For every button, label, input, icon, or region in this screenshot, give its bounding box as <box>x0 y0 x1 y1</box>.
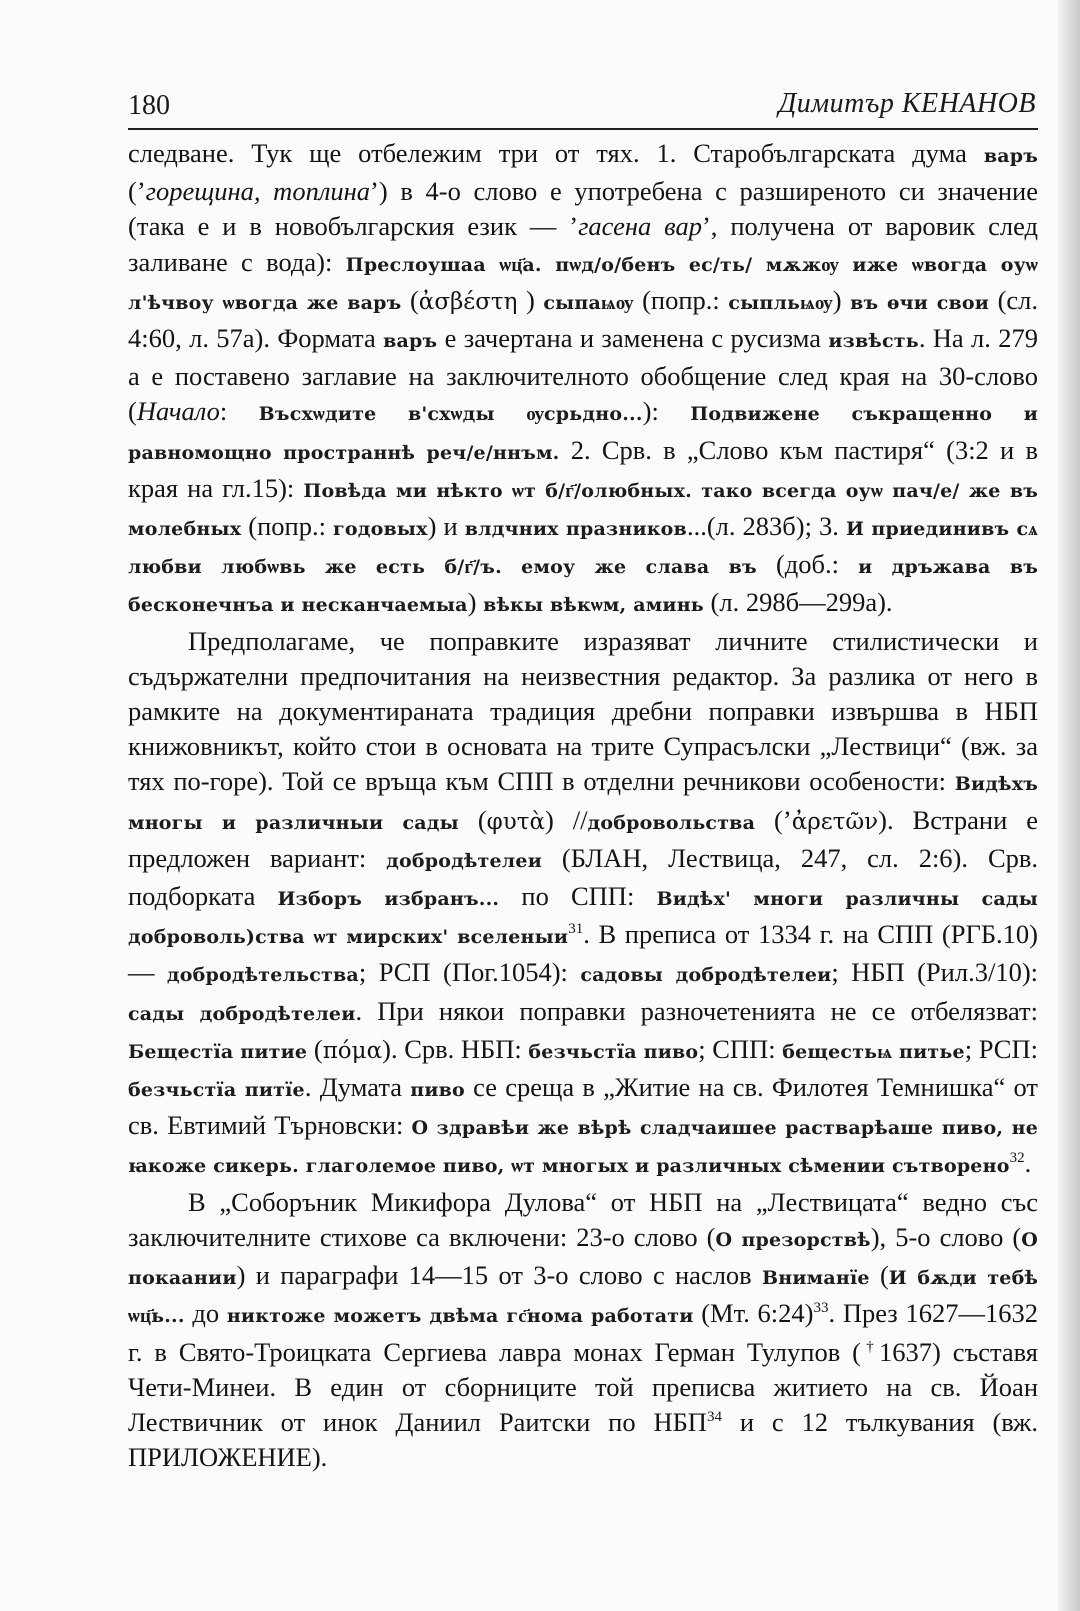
header-rule <box>128 128 1038 130</box>
text-run: ) и <box>427 511 465 542</box>
church-slavonic-quote: безчьстїа пиво <box>528 1040 699 1063</box>
italic-text: Начало <box>136 396 220 427</box>
church-slavonic-quote: садовы добродѣтелеи <box>580 964 832 987</box>
text-run: Предполагаме, че поправките изразяват личните стилистически и съдържателни предпочитания на неизвестния редактор. За разлика от него в рамките на документираната традиция дребни поправки извършва в НБП книжовникът, който стои в основата на трите Супрасълски „Лествици“ (вж. за тях по-горе). Той се връща към СПП в отделни речникови особености: <box>128 625 1038 797</box>
church-slavonic-quote: добровольства <box>587 811 756 834</box>
text-run: ’) в 4-о слово е употребена с разширеното си значение (така е и в новобългарския език — ’ <box>128 176 1038 242</box>
text-run: по СПП: <box>499 881 657 912</box>
footnote-ref: 33 <box>813 1300 829 1317</box>
text-run: ), 5-о слово ( <box>870 1221 1022 1252</box>
church-slavonic-quote: Преслоушаа ѡц҃а. пѡд/о/бенъ ес/ть/ мѫжѹ иже ѡвогда оуѡ л'ѣчвоу ѡвогда же варъ <box>128 253 1038 314</box>
church-slavonic-quote: влдчних празников <box>464 518 687 541</box>
text-run: ( <box>401 284 419 315</box>
paragraph-2 <box>128 624 1038 1185</box>
text-run: ( <box>869 1260 889 1291</box>
church-slavonic-quote: вѣкы вѣкѡм, аминь <box>483 594 704 617</box>
text-run: ( <box>307 1033 323 1064</box>
italic-text: гасена вар <box>578 211 702 242</box>
church-slavonic-quote: пиво <box>410 1079 465 1102</box>
text-run: . Думата <box>304 1072 411 1103</box>
church-slavonic-quote: бещестьѩ питье <box>782 1040 965 1063</box>
text-run: ; РСП (Пог.1054): <box>358 957 581 988</box>
church-slavonic-quote: Бещестїа питие <box>128 1040 308 1063</box>
church-slavonic-quote: Въсхѡдите в'схѡды ѹсрьдно... <box>258 403 643 426</box>
text-run: (сл. 4:60, л. 57а). Формата <box>128 284 1039 354</box>
text-run: : <box>219 396 259 427</box>
greek-word: ἀρετῶν <box>791 808 879 835</box>
greek-word: φυτὰ <box>486 808 545 835</box>
text-run: (попр.: <box>633 284 729 315</box>
text-run: и с 12 тълкувания (вж. ПРИЛОЖЕНИЕ). <box>128 1406 1038 1473</box>
text-run: ; НБП (Рил.3/10): <box>831 957 1038 988</box>
text-run: 2. Срв. в „Слово към пастиря“ (3:2 и в края на гл.15): <box>128 434 1038 503</box>
church-slavonic-quote: варъ <box>983 145 1038 167</box>
text-run: ; РСП: <box>964 1033 1038 1064</box>
text-run: . В преписа от 1334 г. на СПП (РГБ.10) — <box>128 919 1038 988</box>
church-slavonic-quote: О покаании <box>128 1228 1039 1290</box>
running-head-author: Димитър КЕНАНОВ <box>778 88 1036 119</box>
text-run: ). Срв. НБП: <box>382 1033 529 1064</box>
text-run: (л. 298б—299а). <box>703 587 893 618</box>
church-slavonic-quote: никтоже можетъ двѣма гс҃нома работати <box>226 1305 694 1328</box>
greek-word: πόμα <box>322 1037 383 1064</box>
text-run: (попр.: <box>241 511 334 542</box>
text-run: ) <box>467 587 484 618</box>
text-run: 1637) съставя Чети-Минеи. В един от сборниците той преписва житието на св. Йоан Лествичник от инок Даниил Раитски по НБП <box>128 1336 1038 1437</box>
text-run: (БЛАН, Лествица, 247, сл. 2:6). Срв. подборката <box>128 842 1039 912</box>
church-slavonic-quote: сады добродѣтелеи <box>128 1002 356 1025</box>
text-run: ). Встрани е предложен вариант: <box>128 804 1038 873</box>
church-slavonic-quote: Вниманїе <box>761 1267 870 1290</box>
paragraph-1 <box>128 136 1038 624</box>
church-slavonic-quote: сыпльѩѹ <box>728 291 833 314</box>
text-run: до <box>184 1298 227 1329</box>
text-run: . На л. 279 а е поставено заглавие на заключителното обобщение след края на 30-слово ( <box>128 323 1038 427</box>
church-slavonic-quote: О презорствѣ <box>715 1228 871 1251</box>
church-slavonic-quote: и дръжава въ бесконечнъа и несканчаемыа <box>128 556 1039 617</box>
church-slavonic-quote: Видѣх' многи различны сады доброволь)ства ѡт мирских' вселеныи <box>128 888 1038 949</box>
text-run: ) // <box>544 804 588 835</box>
church-slavonic-quote: извѣсть <box>828 330 919 353</box>
church-slavonic-quote: Повѣда ми нѣкто ѡт б/г҃/олюбных. тако всегда оуѡ пач/е/ же въ молебных <box>128 479 1038 541</box>
footnote-ref: 34 <box>706 1409 722 1426</box>
church-slavonic-quote: варъ <box>383 330 438 353</box>
text-run: . През 1627—1632 г. в Свято-Троицката Сергиева лавра монах Герман Тулупов ( <box>128 1298 1038 1367</box>
church-slavonic-quote: сыпаѩѹ <box>543 291 634 314</box>
page-edge-shadow <box>1058 0 1080 1611</box>
church-slavonic-quote: добродѣтелеи <box>386 849 542 872</box>
text-run: (доб.: <box>756 549 859 580</box>
text-run: ) и параграфи 14—15 от 3-о слово с наслов <box>236 1260 762 1291</box>
church-slavonic-quote: годовых <box>333 518 428 541</box>
text-run: се среща в „Житие на св. Филотея Темнишка“ от св. Евтимий Търновски: <box>128 1072 1038 1141</box>
text-run: (’ <box>128 176 146 207</box>
text-run: (Мт. 6:24) <box>693 1298 814 1329</box>
church-slavonic-quote: добродѣтельства <box>166 964 359 987</box>
text-run: В „Соборъник Микифора Дулова“ от НБП на „Лествицата“ ведно със заключителните стихове са включени: 23-о слово ( <box>128 1186 1038 1252</box>
church-slavonic-quote: въ ѳчи свои <box>850 291 990 314</box>
text-run: (’ <box>755 804 792 835</box>
text-run: следване. Тук ще отбележим три от тях. 1. Старобългарската дума <box>128 138 984 168</box>
text-run: ): <box>642 396 691 427</box>
footnote-ref: 32 <box>1009 1150 1025 1167</box>
church-slavonic-quote: Подвижене съкращенно и равномощно пространнѣ реч/е/ннъм. <box>128 403 1038 464</box>
text-run: ( <box>458 804 487 835</box>
greek-word: ἀσβέστη <box>418 288 518 315</box>
text-run: . <box>1024 1148 1032 1179</box>
text-run: . При някои поправки разночетенията не се отбелязват: <box>355 995 1038 1026</box>
page-header <box>128 86 1036 126</box>
text-run: ) <box>517 284 544 315</box>
church-slavonic-quote: Изборъ избранъ... <box>277 888 500 911</box>
church-slavonic-quote: И приединивъ сѧ любви любѡвь же есть б/г҃/ъ. емоу же слава въ <box>128 518 1038 579</box>
footnote-ref: † <box>860 1338 880 1355</box>
church-slavonic-quote: Видѣхъ многы и различныи сады <box>128 773 1038 834</box>
church-slavonic-quote: безчьстїа питїе <box>128 1079 305 1102</box>
text-run: е зачертана и заменена с русизма <box>437 323 829 354</box>
paragraph-3 <box>128 1185 1038 1476</box>
text-run: ; СПП: <box>698 1033 783 1064</box>
footnote-ref: 31 <box>568 921 584 938</box>
text-run: ’, получена от варовик след заливане с вода): <box>128 211 1038 277</box>
church-slavonic-quote: И бѫди тебѣ ѡц҃ь... <box>128 1267 1039 1328</box>
page-number: 180 <box>128 90 170 121</box>
text-run: ) <box>832 284 851 315</box>
body-text <box>128 136 1038 1475</box>
church-slavonic-quote: О здравѣи же вѣрѣ сладчаишее растварѣаше пиво, не ꙗкоже сикерь. глаголемое пиво, ѡт многых и различных сѣмении сътворено <box>128 1117 1038 1178</box>
italic-text: горещина, топлина <box>145 176 371 207</box>
text-run: ...(л. 283б); 3. <box>686 511 846 542</box>
